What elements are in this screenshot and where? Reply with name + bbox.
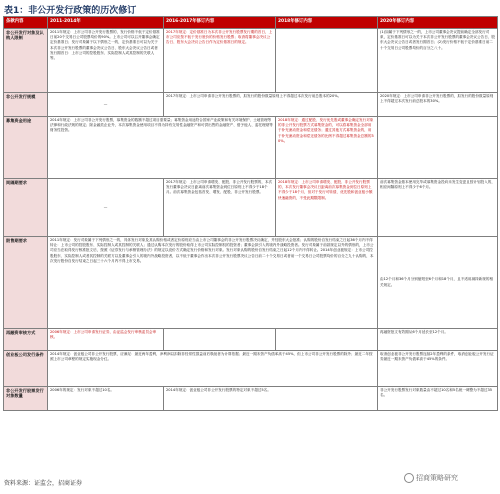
header-cell: 2011-2014年	[48, 17, 164, 29]
watermark-text: 招商策略研究	[416, 474, 458, 482]
cell-2011: 2006年规定：上市公司申请发行证券，由证监会发行审核委员会审核。	[48, 329, 164, 351]
table-row	[4, 237, 498, 329]
table-row	[4, 387, 498, 411]
cell-2020: (1)如属于下列情形之一的，上市公司董事会决议提前确定全部发行对象，定价基准日可以为关于本次非公开发行股票的董事会决议公告日、股东大会决议公告日或者发行期首日；(2)发行价格不低于定价基准日前二十个交易日公司股票均价的百分之八十。	[378, 29, 498, 93]
table-row	[4, 117, 498, 179]
table-row	[4, 351, 498, 387]
cell-2011: 2014年规定：创业板公司非公开发行股票，应满足：最近两年盈利，净利润以扣除非经常性损益前后孰低者为计算依据；最近一期末资产负债率高于45%，但上市公司非公开发行股票的除外；最近二年按照上市公司章程的规定实施现金分红。	[48, 351, 378, 387]
header-cell: 2016-2017年修订内容	[164, 17, 276, 29]
watermark	[404, 473, 458, 483]
cell-2011: —	[48, 179, 164, 237]
table-row	[4, 93, 498, 117]
cell-2020: 前次募集资金基本使用完毕或募集资金投向未发生变更且按计划投入的，相应间隔原则上不得少于6个月。	[378, 179, 498, 237]
header-cell: 条款内容	[4, 17, 48, 29]
cell-2016	[164, 329, 276, 351]
header-cell: 2020年修订内容	[378, 17, 498, 29]
source-note: 资料来源：证监会，招商证券	[4, 480, 83, 487]
cell-2018	[276, 29, 378, 93]
table-row	[4, 179, 498, 237]
wechat-icon	[404, 473, 414, 483]
row-category: 非公开发行股票发行对象数量	[4, 387, 48, 411]
cell-2018: 2018年规定：上市公司申请增发、配股、非公开发行股票的，本次发行董事会决议日距离前次募集资金到位日原则上不得少于18个月，但对于发行可转债、优先股和创业板小额快速融资的，不受此期限限制。	[276, 179, 378, 237]
row-category: 非公开发行规模	[4, 93, 48, 117]
cell-2020: 2020年规定：上市公司申请非公开发行股票的，拟发行的股份数量原则上不得超过本次发行前总股本的30%。	[378, 93, 498, 117]
row-category: 再融资审核方式	[4, 329, 48, 351]
table-row	[4, 29, 498, 93]
row-category: 非公开发行对象及认购人限制	[4, 29, 48, 93]
cell-2011: 2006年的规定：发行对象不超过10名。	[48, 387, 164, 411]
row-category: 间隔期要求	[4, 179, 48, 237]
cell-2020: 非公开发行股票发行对象数量由不超过10名和5名统一调整为不超过35名。	[378, 387, 498, 411]
cell-2011: 2014年规定：上市公司非公开发行股票，募集资金的数额不超过项目需要量；募集资金用途符合国家产业政策和有关环境保护、土地管理等法律和行政法规的规定；除金融类企业外，本次募集资金使用项目不得为持有交易性金融资产和可供出售的金融资产、借予他人、委托理财等财务性投资。	[48, 117, 276, 179]
table-title: 表1：非公开发行政策的历次修订	[4, 6, 137, 16]
row-category: 募集资金用途	[4, 117, 48, 179]
row-category: 创业板公司发行条件	[4, 351, 48, 387]
header-row	[4, 17, 498, 29]
cell-2016: 2014年规定：创业板公司非公开发行股票的特定对象不超过5名。	[164, 387, 378, 411]
cell-2018: 2018年规定：通过配股、发行优先股或董事会确定发行对象的非公开发行股票方式募集资金的，可以将募集资金全部用于补充流动资金和偿还债务；通过其他方式募集资金的，用于补充流动资金和偿还债务的比例不得超过募集资金总额的30%。	[276, 117, 378, 179]
cell-2011: 2011年规定：上市公司非公开发行股票的，发行价格不低于定价基准日前20个交易日公司股票均价的90%。上市公司可以召开董事会确定定价基准日；发行对象属于以下情形之一的，定价基准日可以为关于本次非公开发行股票的董事会决议公告日、股东大会决议公告日或者发行期首日：上市公司的控股股东、实际控制人或其控制的关联人等。	[48, 29, 164, 93]
cell-2020	[378, 117, 498, 179]
row-category: 限售期要求	[4, 237, 48, 329]
cell-2016: 2017年规定：上市公司申请非公开发行股票的，拟发行的股份数量原则上不得超过本次发行前总股本的20%。	[164, 93, 378, 117]
cell-2016: 2017年规定：上市公司申请增发、配股、非公开发行股票的，本次发行董事会决议日距离前次募集资金到位日原则上不得少于18个月。前次募集资金包括首发、增发、配股、非公开发行股票。	[164, 179, 276, 237]
cell-2011: —	[48, 93, 164, 117]
cell-2020: 再融资批文有效期从6个月延长至12个月。	[378, 329, 498, 351]
cell-2018	[276, 329, 378, 351]
cell-2020: 由12个月和36个月分别缩短至6个月和18个月，且不适用减持新规的相关规定。	[378, 237, 498, 329]
policy-table	[3, 16, 498, 411]
header-cell: 2018年修订内容	[276, 17, 378, 29]
cell-2020: 取消创业板非公开发行股票连续2年盈利的条件，取消创业板公开发行证券最近一期末资产负债率高于45%的条件。	[378, 351, 498, 387]
cell-2011: 2011年规定：发行对象属于下列情形之一的，具体发行对象及其认购价格或者定价原则应当由上市公司董事会的非公开发行股票决议确定，并经股东大会批准；认购的股份自发行结束之日起36个月内不得转让：上市公司的控股股东、实际控制人或其控制的关联人；通过认购本次发行的股份取得上市公司实际控制权的投资者；董事会拟引入的境内外战略投资者。发行对象属于前款规定以外的情形的，上市公司应当在取得发行核准批文后，按照《证券发行与承销管理办法》的规定以竞价方式确定发行价格和发行对象。发行对象认购的股份自发行结束之日起12个月内不得转让。2014年创业板规定：上市公司控股股东、实际控制人或者其控制的关联方以及董事会引入的境内外战略投资者，以不低于董事会作出本次非公开发行股票决议公告日前二十个交易日或者前一个交易日公司股票均价的百分之九十认购的，本次发行股份自发行结束之日起三十六个月内不得上市交易。	[48, 237, 378, 329]
table-row	[4, 329, 498, 351]
cell-2016: 2017年规定：定价基准日为本次非公开发行股票发行期的首日，上市公司应按不低于发行底价的价格发行股票；取消将董事会决议公告日、股东大会决议公告日作为定价基准日的规定。	[164, 29, 276, 93]
